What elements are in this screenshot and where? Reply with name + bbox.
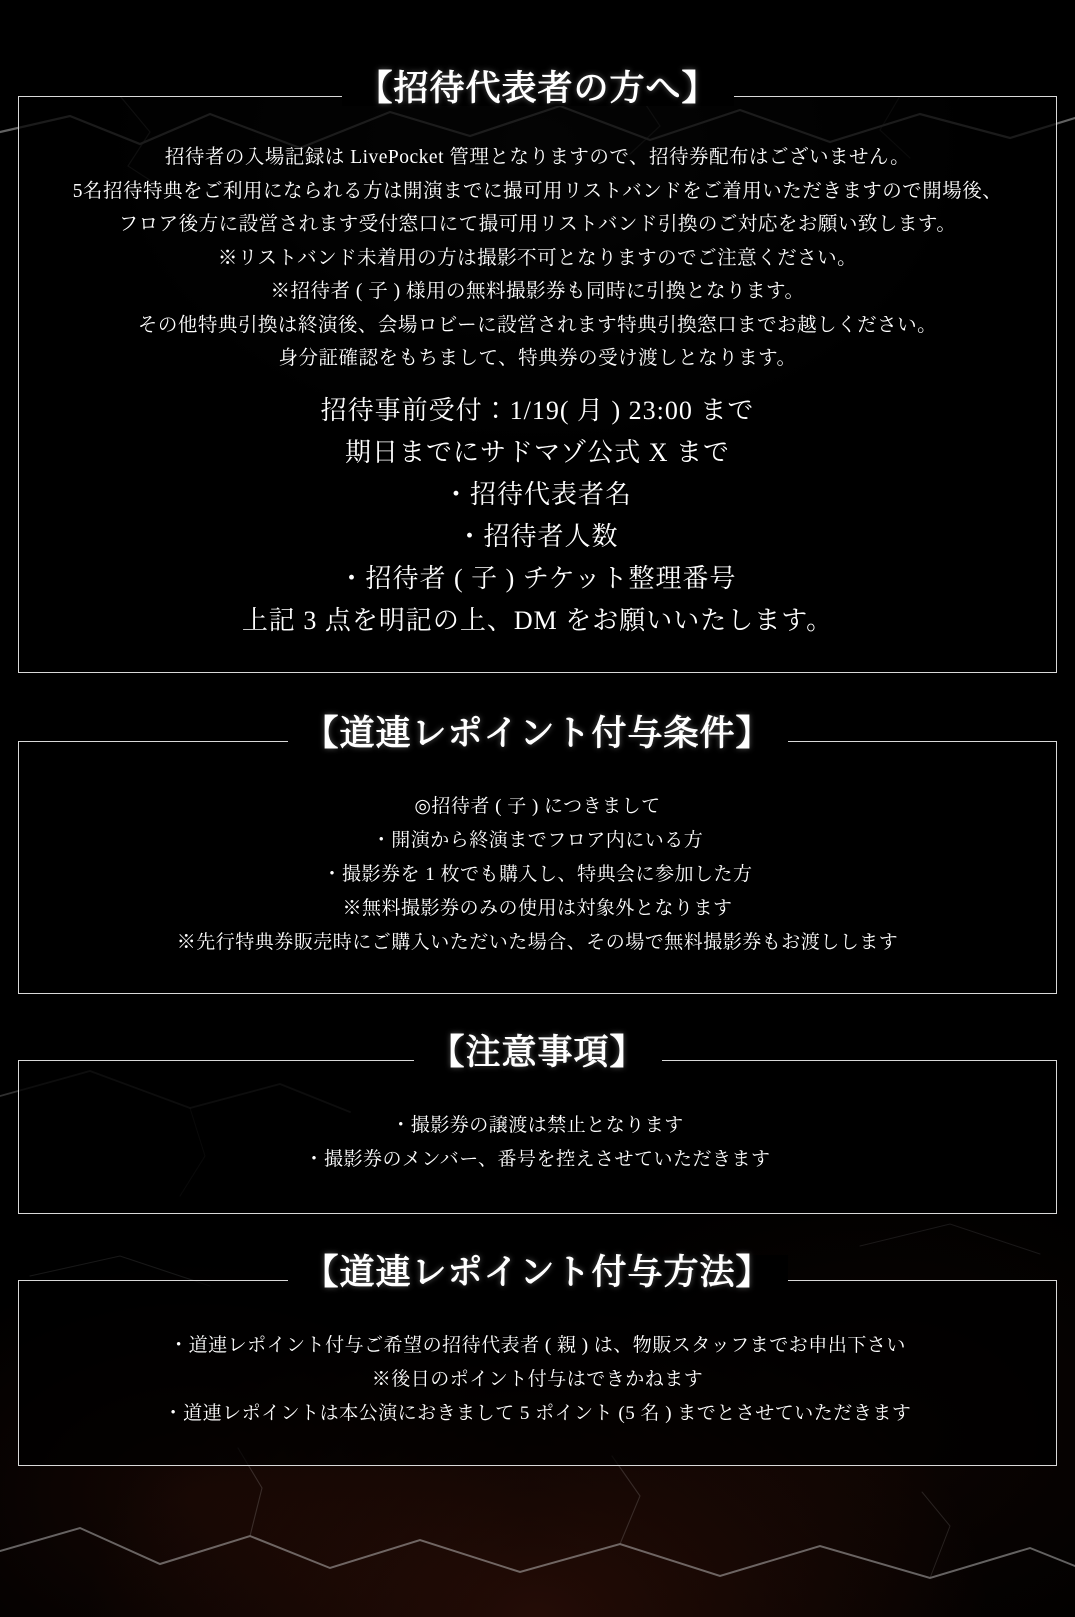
body-line: 招待者の入場記録は LivePocket 管理となりますので、招待券配布はございません。 [164, 147, 911, 168]
section-body [19, 1109, 1056, 1177]
highlight-line: 招待事前受付：1/19( 月 ) 23:00 まで [320, 395, 755, 425]
section-body [19, 790, 1056, 959]
flyer-sheet [0, 69, 1075, 1617]
body-line: フロア後方に設営されます受付窓口にて撮可用リストバンド引換のご対応をお願い致します。 [118, 214, 957, 236]
body-line: ・撮影券の譲渡は禁止となります [391, 1115, 684, 1137]
body-line: 身分証確認をもちまして、特典券の受け渡しとなります。 [278, 348, 797, 370]
section-body [19, 1329, 1056, 1430]
body-line: ◎招待者 ( 子 ) につきまして [414, 796, 661, 818]
body-line: ※無料撮影券のみの使用は対象外となります [342, 897, 733, 919]
body-line: 5名招待特典をご利用になられる方は開演までに撮可用リストバンドをご着用いただきますので開場後、 [72, 180, 1003, 202]
section-invite-representative [18, 69, 1057, 673]
highlight-line: ・招待者人数 [456, 522, 619, 552]
highlight-line: ・招待者 ( 子 ) チケット整理番号 [338, 564, 737, 594]
body-line: ※リストバンド未着用の方は撮影不可となりますのでご注意ください。 [217, 247, 858, 269]
section-title: 【道連レポイント付与条件】 [287, 716, 787, 751]
section-title: 【注意事項】 [413, 1035, 661, 1070]
body-line: その他特典引換は終演後、会場ロビーに設営されます特典引換窓口までお越しください。 [137, 314, 938, 336]
section-point-conditions [18, 714, 1057, 994]
body-line: ・道連レポイントは本公演におきまして 5 ポイント (5 名 ) までとさせていただきます [163, 1402, 912, 1424]
section-body [19, 141, 1056, 642]
body-line: ※招待者 ( 子 ) 様用の無料撮影券も同時に引換となります。 [270, 281, 805, 303]
section-notes [18, 1033, 1057, 1214]
section-title: 【招待代表者の方へ】 [341, 71, 733, 106]
spacer [33, 376, 1042, 390]
body-line: ※後日のポイント付与はできかねます [371, 1368, 704, 1390]
body-line: ※先行特典券販売時にご購入いただいた場合、その場で無料撮影券もお渡しします [176, 931, 899, 953]
body-line: ・道連レポイント付与ご希望の招待代表者 ( 親 ) は、物販スタッフまでお申出下さい [169, 1335, 906, 1357]
section-title: 【道連レポイント付与方法】 [287, 1255, 787, 1290]
section-point-method [18, 1253, 1057, 1465]
highlight-line: 期日までにサドマゾ公式 X まで [345, 437, 730, 467]
body-line: ・撮影券を 1 枚でも購入し、特典会に参加した方 [322, 864, 753, 885]
body-line: ・開演から終演までフロア内にいる方 [371, 830, 704, 852]
highlight-line: 上記 3 点を明記の上、DM をお願いいたします。 [241, 606, 834, 636]
highlight-line: ・招待代表者名 [442, 479, 632, 509]
body-line: ・撮影券のメンバー、番号を控えさせていただきます [304, 1149, 771, 1171]
